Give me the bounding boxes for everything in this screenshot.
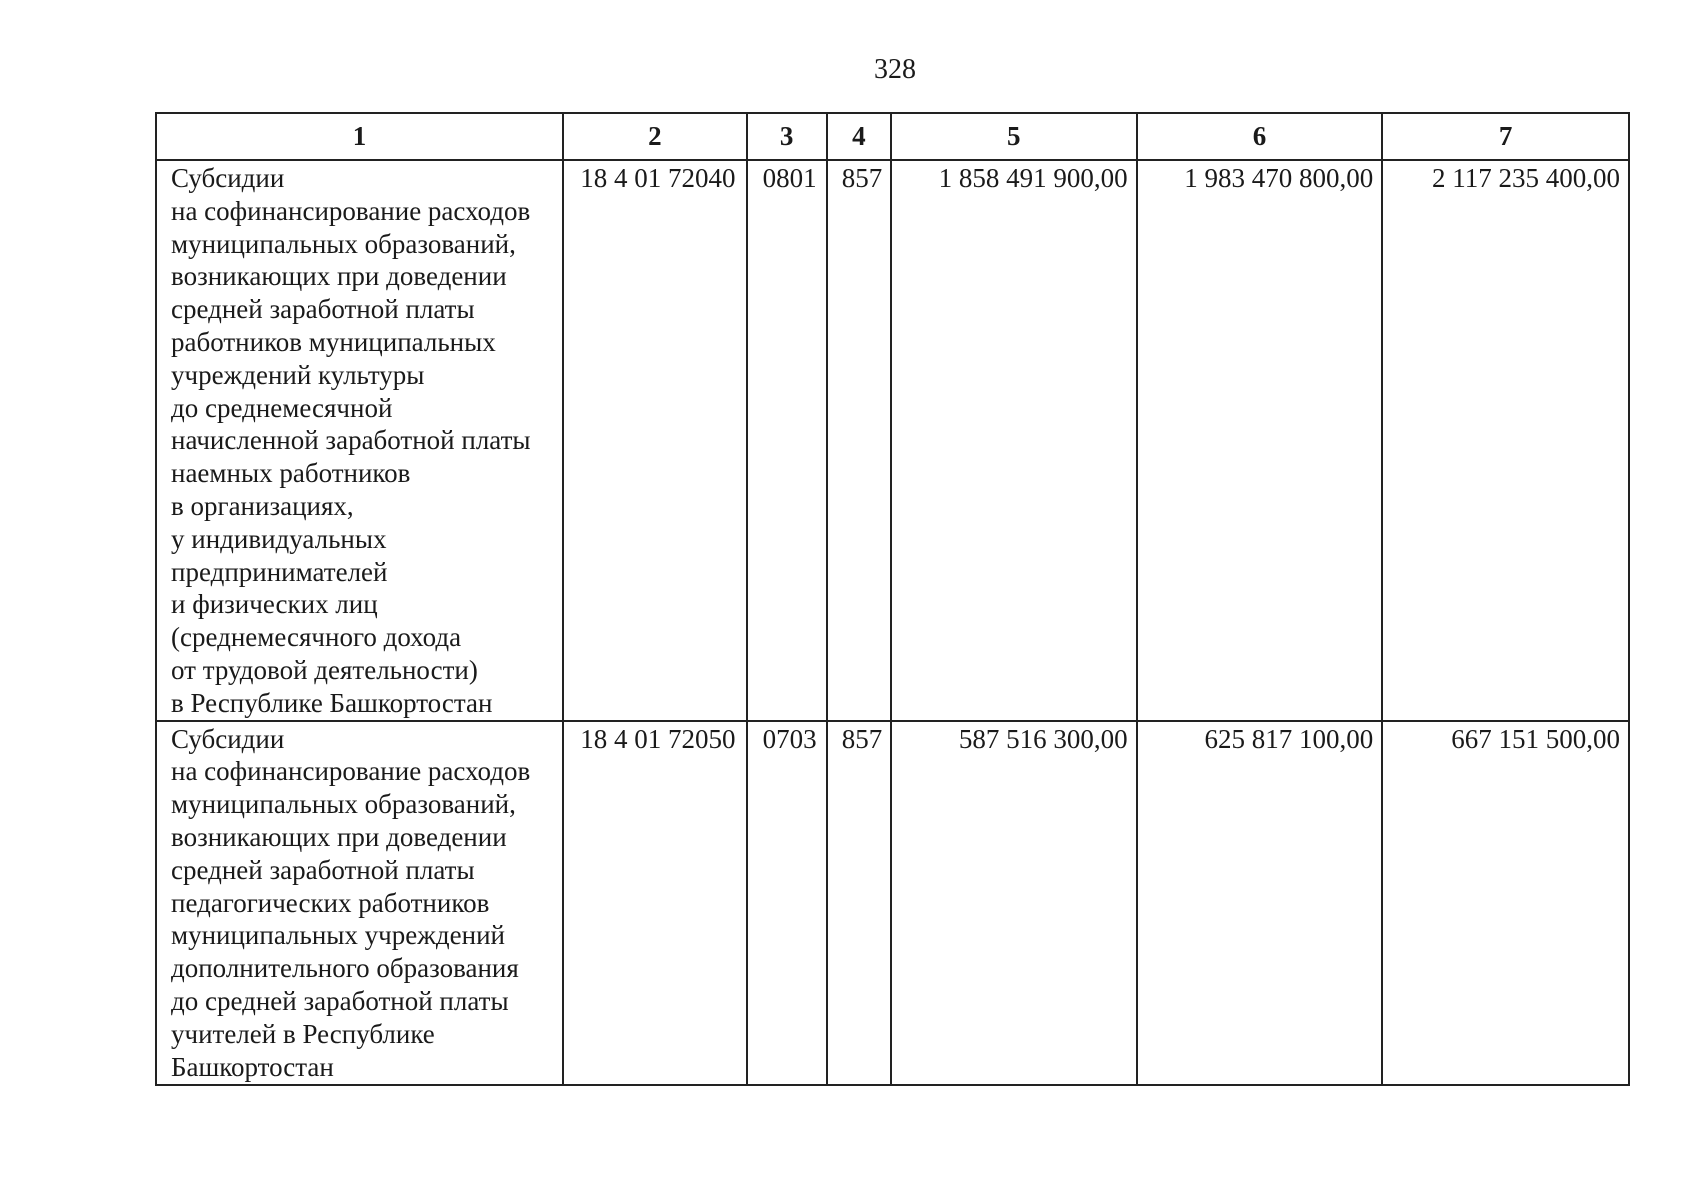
row-name-line: муниципальных учреждений [171, 920, 505, 951]
row-section-cell: 0703 [747, 721, 827, 1085]
column-header-5: 5 [891, 113, 1137, 160]
row-amount-1-cell: 1 858 491 900,00 [891, 160, 1137, 721]
row-name-line: муниципальных образований, [171, 789, 516, 820]
column-header-7: 7 [1382, 113, 1629, 160]
row-name-line: предпринимателей [171, 556, 388, 587]
table-row [156, 160, 1629, 721]
row-code-cell: 18 4 01 72050 [563, 721, 746, 1085]
row-amount-3-cell: 667 151 500,00 [1382, 721, 1629, 1085]
header-row [156, 113, 1629, 160]
table-row [156, 721, 1629, 1085]
row-amount-2-cell: 625 817 100,00 [1137, 721, 1383, 1085]
column-header-2: 2 [563, 113, 746, 160]
row-name-line: средней заработной платы [171, 294, 475, 325]
row-name-line: Субсидии [171, 163, 285, 193]
row-name-line: наемных работников [171, 458, 411, 489]
row-name-line: у индивидуальных [171, 523, 387, 554]
row-name-line: на софинансирование расходов [171, 195, 531, 226]
row-name-line: до среднемесячной [171, 392, 393, 423]
budget-table [155, 112, 1630, 1086]
row-amount-1-cell: 587 516 300,00 [891, 721, 1137, 1085]
row-name-line: средней заработной платы [171, 854, 475, 885]
row-section-cell: 0801 [747, 160, 827, 721]
column-header-1: 1 [156, 113, 563, 160]
page-number: 328 [874, 54, 916, 85]
row-kind-cell: 857 [827, 721, 891, 1085]
column-header-4: 4 [827, 113, 891, 160]
row-name-line: в организациях, [171, 490, 354, 521]
row-code-cell: 18 4 01 72040 [563, 160, 746, 721]
row-name-line: педагогических работников [171, 887, 490, 918]
row-name-line: до средней заработной платы [171, 985, 509, 1016]
row-name-line: (среднемесячного дохода [171, 622, 462, 653]
row-name-line: начисленной заработной платы [171, 425, 531, 456]
row-name-cell [156, 160, 563, 721]
row-name-line: работников муниципальных [171, 326, 496, 357]
row-name-line: и физических лиц [171, 589, 378, 620]
row-name-line: учителей в Республике [171, 1018, 435, 1049]
column-header-6: 6 [1137, 113, 1383, 160]
row-name-line: Башкортостан [171, 1051, 334, 1082]
row-name-cell [156, 721, 563, 1085]
row-name-line: возникающих при доведении [171, 261, 507, 292]
row-name-line: муниципальных образований, [171, 228, 516, 259]
column-header-3: 3 [747, 113, 827, 160]
row-name-line: дополнительного образования [171, 953, 519, 984]
row-name-line: учреждений культуры [171, 359, 425, 390]
row-name-line: Субсидии [171, 723, 285, 754]
row-name-line: возникающих при доведении [171, 821, 507, 852]
row-name-line: на софинансирование расходов [171, 756, 531, 787]
row-name-line: в Республике Башкортостан [171, 687, 493, 718]
row-kind-cell: 857 [827, 160, 891, 721]
row-name-line: от трудовой деятельности) [171, 654, 478, 685]
row-amount-2-cell: 1 983 470 800,00 [1137, 160, 1383, 721]
row-amount-3-cell: 2 117 235 400,00 [1382, 160, 1629, 721]
